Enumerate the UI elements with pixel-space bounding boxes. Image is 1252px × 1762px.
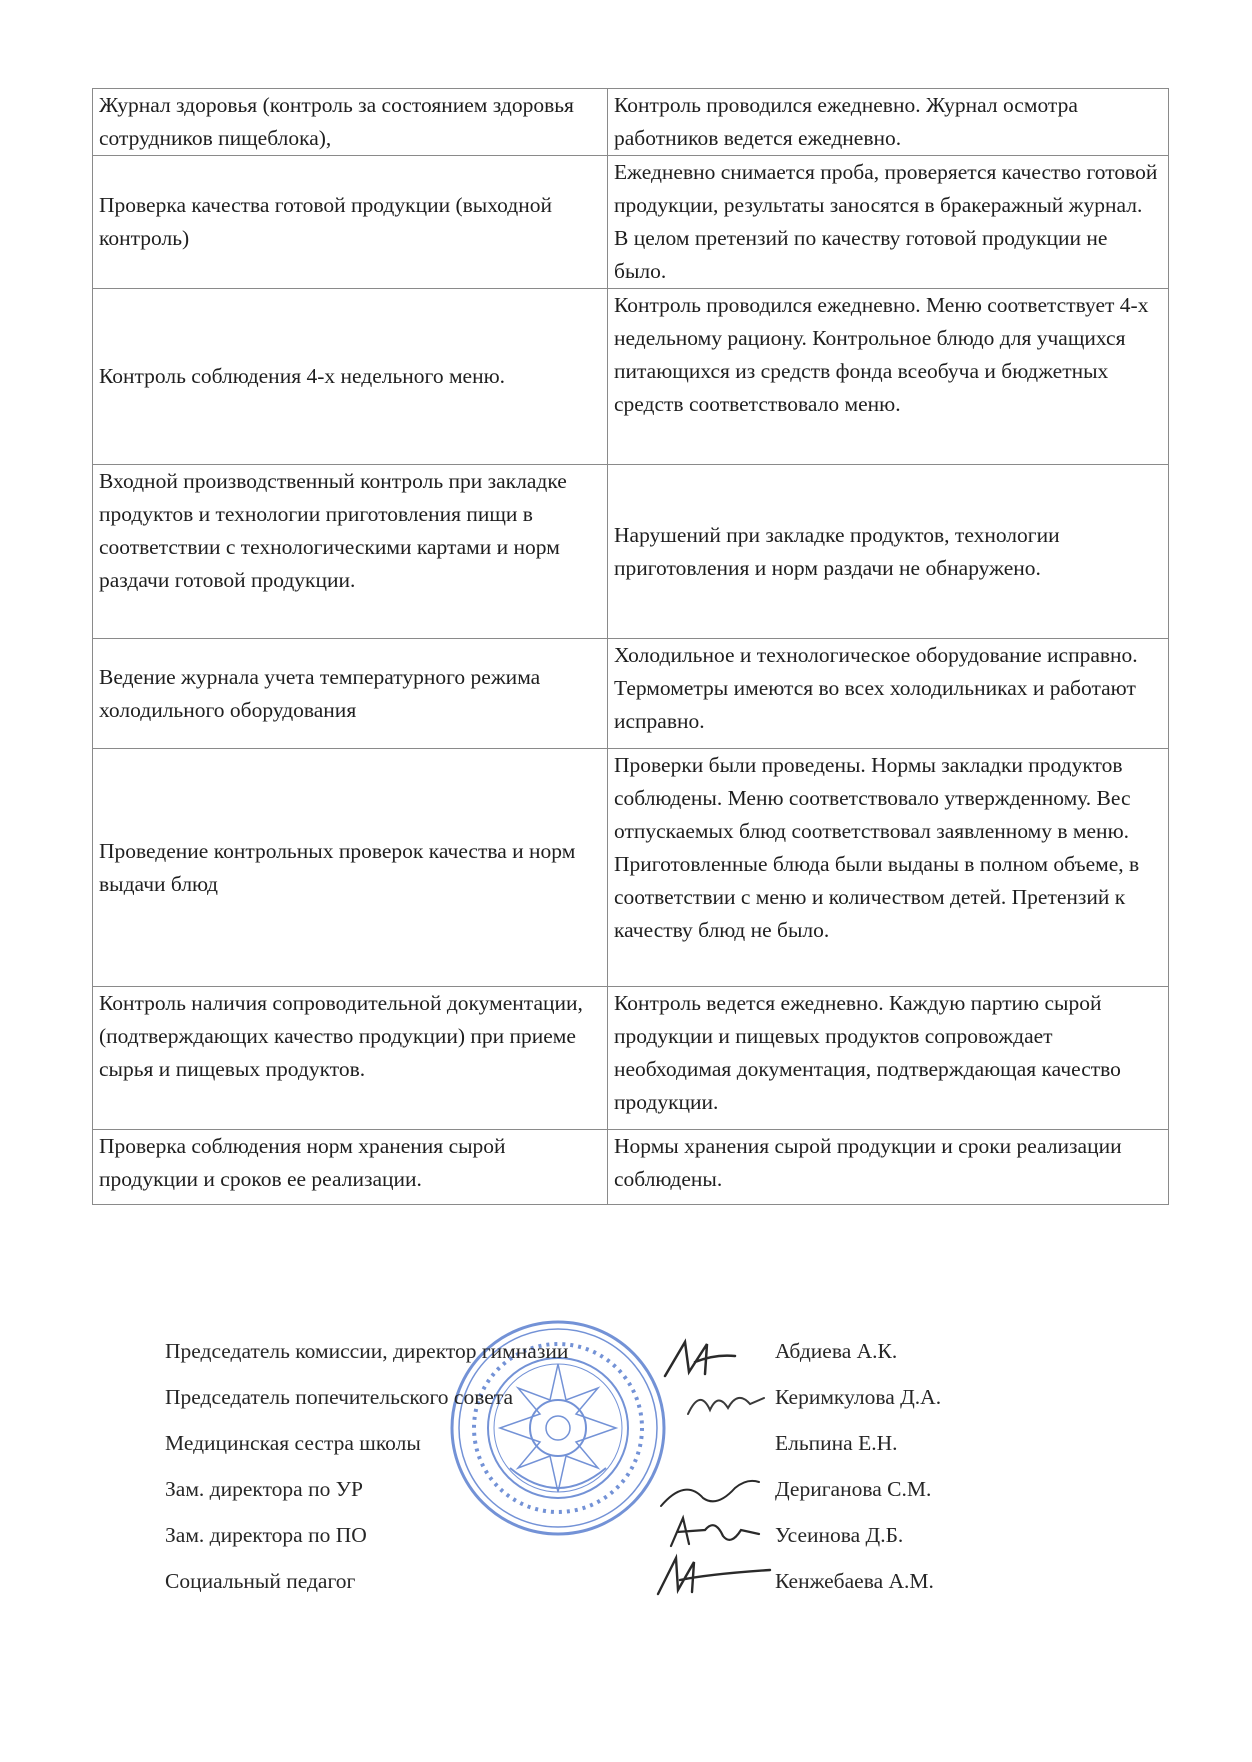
table-row [93,289,1169,465]
signatory-role: Зам. директора по УР [165,1477,363,1501]
table-row [93,156,1169,289]
signatory-role: Председатель комиссии, директор гимназии [165,1339,569,1363]
signatory-role: Социальный педагог [165,1569,356,1593]
signatory-role: Медицинская сестра школы [165,1431,421,1455]
result-cell: Контроль проводился ежедневно. Журнал осмотра работников ведется ежедневно. [608,89,1169,156]
table-row [93,1130,1169,1205]
table-row [93,639,1169,749]
result-cell: Нормы хранения сырой продукции и сроки реализации соблюдены. [608,1130,1169,1205]
check-cell: Проверка качества готовой продукции (выходной контроль) [93,156,608,289]
signatory-name: Абдиева А.К. [775,1339,898,1363]
signatory-role: Председатель попечительского совета [165,1385,513,1409]
result-cell: Контроль проводился ежедневно. Меню соответствует 4-х недельному рациону. Контрольное блюдо для учащихся питающихся из средств фонда всеобуча и бюджетных средств соответствовало меню. [608,289,1169,465]
signatory-role: Зам. директора по ПО [165,1523,367,1547]
check-cell: Входной производственный контроль при закладке продуктов и технологии приготовления пищи в соответствии с технологическими картами и норм раздачи готовой продукции. [93,465,608,639]
signatory-name: Дериганова С.М. [775,1477,932,1501]
result-cell: Холодильное и технологическое оборудование исправно. Термометры имеются во всех холодильниках и работают исправно. [608,639,1169,749]
check-cell: Ведение журнала учета температурного режима холодильного оборудования [93,639,608,749]
result-cell: Ежедневно снимается проба, проверяется качество готовой продукции, результаты заносятся в бракеражный журнал. В целом претензий по качеству готовой продукции не было. [608,156,1169,289]
check-cell: Журнал здоровья (контроль за состоянием здоровья сотрудников пищеблока), [93,89,608,156]
result-cell: Проверки были проведены. Нормы закладки продуктов соблюдены. Меню соответствовало утвержденному. Вес отпускаемых блюд соответствовал заявленному в меню. Приготовленные блюда были выданы в полном объеме, в соответствии с меню и количеством детей. Претензий к качеству блюд не было. [608,749,1169,987]
inspection-table [92,88,1169,1205]
signature-row [165,1520,1065,1566]
table-row [93,89,1169,156]
table-row [93,749,1169,987]
result-cell: Контроль ведется ежедневно. Каждую партию сырой продукции и пищевых продуктов сопровождает необходимая документация, подтверждающая качество продукции. [608,987,1169,1130]
signatory-name: Кенжебаева А.М. [775,1569,934,1593]
signatory-name: Усеинова Д.Б. [775,1523,904,1547]
signature-row [165,1382,1065,1428]
check-cell: Проведение контрольных проверок качества и норм выдачи блюд [93,749,608,987]
check-cell: Контроль соблюдения 4-х недельного меню. [93,289,608,465]
table-row [93,987,1169,1130]
signature-row [165,1474,1065,1520]
signature-block [165,1336,1065,1612]
check-cell: Проверка соблюдения норм хранения сырой продукции и сроков ее реализации. [93,1130,608,1205]
signature-row [165,1428,1065,1474]
result-cell: Нарушений при закладке продуктов, технологии приготовления и норм раздачи не обнаружено. [608,465,1169,639]
signatory-name: Ельпина Е.Н. [775,1431,898,1455]
table-row [93,465,1169,639]
signature-row [165,1336,1065,1382]
check-cell: Контроль наличия сопроводительной документации, (подтверждающих качество продукции) при приеме сырья и пищевых продуктов. [93,987,608,1130]
signature-row [165,1566,1065,1612]
signatory-name: Керимкулова Д.А. [775,1385,942,1409]
